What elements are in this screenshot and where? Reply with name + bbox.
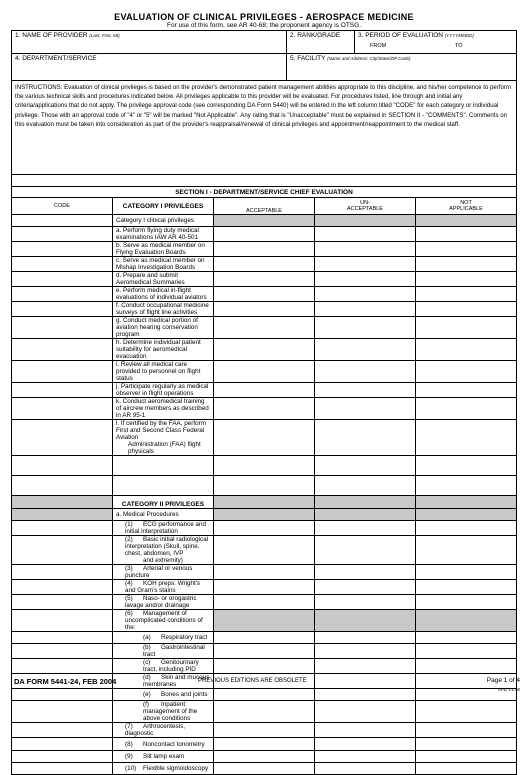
privilege-item: (a) Respiratory tract	[113, 631, 214, 643]
table-row	[12, 287, 517, 302]
table-row	[12, 302, 517, 317]
code-cell[interactable]	[12, 535, 113, 564]
code-cell[interactable]	[12, 420, 113, 456]
not-applicable-cell[interactable]	[416, 287, 517, 302]
acceptable-cell	[214, 508, 315, 520]
privilege-item: k. Conduct aeromedical training of aircrew members as described in AR 95-1	[113, 398, 214, 420]
code-cell[interactable]	[12, 609, 113, 631]
table-row	[12, 609, 517, 631]
not-applicable-header: NOT APPLICABLE	[416, 198, 517, 215]
table-row	[12, 564, 517, 579]
code-cell[interactable]	[12, 520, 113, 535]
not-applicable-cell[interactable]	[416, 535, 517, 564]
not-applicable-cell[interactable]	[416, 750, 517, 762]
acceptable-cell[interactable]	[214, 272, 315, 287]
unacceptable-cell[interactable]	[315, 398, 416, 420]
unacceptable-cell[interactable]	[315, 763, 416, 775]
form-subtitle: For use of this form, see AR 40-68; the proponent agency is OTSG.	[166, 22, 361, 29]
period-label: 3. PERIOD OF EVALUATION	[358, 32, 443, 39]
unacceptable-cell[interactable]	[315, 242, 416, 257]
privilege-item: e. Perform medical in-flight evaluations of individual aviators	[113, 287, 214, 302]
department-field[interactable]	[12, 54, 287, 80]
code-cell[interactable]	[12, 564, 113, 579]
privilege-item: (10) Flexible sigmoidoscopy	[113, 763, 214, 775]
unacceptable-cell	[315, 609, 416, 631]
unacceptable-cell[interactable]	[315, 361, 416, 383]
code-cell[interactable]	[12, 257, 113, 272]
acceptable-cell[interactable]	[214, 579, 315, 594]
not-applicable-cell[interactable]	[416, 242, 517, 257]
table-row	[12, 535, 517, 564]
privilege-item: (5) Naso- or orogastric lavage and/or drainage	[113, 594, 214, 609]
code-cell[interactable]	[12, 738, 113, 750]
code-cell[interactable]	[12, 317, 113, 339]
not-applicable-cell[interactable]	[416, 763, 517, 775]
not-applicable-cell[interactable]	[416, 659, 517, 674]
acceptable-cell[interactable]	[214, 339, 315, 361]
privilege-item: (8) Noncontact tonometry	[113, 738, 214, 750]
not-applicable-cell[interactable]	[416, 383, 517, 398]
unacceptable-cell[interactable]	[315, 317, 416, 339]
privilege-item: b. Serve as medical member on Flying Evaluation Boards	[113, 242, 214, 257]
spacer	[11, 174, 517, 186]
period-hint: (YYYYMMDD)	[444, 33, 474, 38]
table-row	[12, 579, 517, 594]
facility-field[interactable]	[287, 54, 516, 80]
code-cell[interactable]	[12, 456, 113, 476]
not-applicable-cell	[416, 496, 517, 508]
acceptable-cell[interactable]	[214, 227, 315, 242]
code-cell[interactable]	[12, 361, 113, 383]
table-row	[12, 659, 517, 674]
privilege-item: g. Conduct medical portion of aviation hearing conservation program	[113, 317, 214, 339]
acceptable-cell[interactable]	[214, 594, 315, 609]
privilege-item: (9) Slit lamp exam	[113, 750, 214, 762]
privilege-item: h. Determine individual patient suitability for aeromedical evacuation	[113, 339, 214, 361]
unacceptable-cell[interactable]	[315, 535, 416, 564]
name-field[interactable]	[12, 31, 287, 53]
privilege-item: (b) Gastrointestinal tract	[113, 644, 214, 659]
acceptable-cell[interactable]	[214, 361, 315, 383]
privileges-table	[11, 186, 517, 775]
table-row	[12, 242, 517, 257]
not-applicable-cell[interactable]	[416, 520, 517, 535]
form-title: EVALUATION OF CLINICAL PRIVILEGES - AEROSPACE MEDICINE	[114, 12, 414, 22]
not-applicable-cell[interactable]	[416, 227, 517, 242]
acceptable-cell[interactable]	[214, 750, 315, 762]
code-header: CODE	[12, 198, 113, 215]
not-applicable-cell[interactable]	[416, 738, 517, 750]
to-label: TO	[455, 43, 463, 49]
acceptable-cell[interactable]	[214, 738, 315, 750]
privilege-item: a. Perform flying duty medical examinations IAW AR 40-501	[113, 227, 214, 242]
acceptable-cell[interactable]	[214, 456, 315, 476]
table-row	[12, 631, 517, 643]
privilege-item: (1) ECG performance and initial interpretation	[113, 520, 214, 535]
code-cell[interactable]	[12, 723, 113, 738]
code-cell[interactable]	[12, 701, 113, 723]
acceptable-cell[interactable]	[214, 420, 315, 456]
not-applicable-cell[interactable]	[416, 317, 517, 339]
acceptable-cell[interactable]	[214, 631, 315, 643]
row-department	[11, 53, 517, 80]
unacceptable-cell[interactable]	[315, 594, 416, 609]
unacceptable-cell	[315, 496, 416, 508]
not-applicable-cell[interactable]	[416, 701, 517, 723]
acceptable-cell[interactable]	[214, 242, 315, 257]
acceptable-cell[interactable]	[214, 723, 315, 738]
rank-label: 2. RANK/GRADE	[290, 32, 341, 39]
unacceptable-cell[interactable]	[315, 476, 416, 496]
not-applicable-cell[interactable]	[416, 361, 517, 383]
unacceptable-cell[interactable]	[315, 674, 416, 689]
department-label: 4. DEPARTMENT/SERVICE	[15, 55, 97, 62]
unacceptable-cell[interactable]	[315, 520, 416, 535]
privilege-item: (f) Inpatient management of the above conditions	[113, 701, 214, 723]
not-applicable-cell[interactable]	[416, 631, 517, 643]
table-row	[12, 398, 517, 420]
not-applicable-cell[interactable]	[416, 257, 517, 272]
privilege-item: c. Serve as medical member on Mishap Investigation Boards	[113, 257, 214, 272]
code-cell[interactable]	[12, 689, 113, 701]
acceptable-cell[interactable]	[214, 398, 315, 420]
acceptable-cell[interactable]	[214, 535, 315, 564]
not-applicable-cell[interactable]	[416, 272, 517, 287]
unacceptable-cell[interactable]	[315, 579, 416, 594]
unacceptable-cell[interactable]	[315, 659, 416, 674]
not-applicable-cell[interactable]	[416, 339, 517, 361]
unacceptable-cell[interactable]	[315, 723, 416, 738]
privilege-item: f. Conduct occupational medicine surveys of flight line activities	[113, 302, 214, 317]
unacceptable-cell	[315, 215, 416, 227]
table-row	[12, 738, 517, 750]
code-cell[interactable]	[12, 659, 113, 674]
not-applicable-cell[interactable]	[416, 420, 517, 456]
not-applicable-cell[interactable]	[416, 594, 517, 609]
code-cell	[12, 496, 113, 508]
form	[11, 12, 517, 775]
table-row	[12, 520, 517, 535]
not-applicable-cell[interactable]	[416, 723, 517, 738]
unacceptable-cell[interactable]	[315, 420, 416, 456]
code-cell[interactable]	[12, 398, 113, 420]
acceptable-cell[interactable]	[214, 644, 315, 659]
code-cell[interactable]	[12, 242, 113, 257]
acceptable-cell[interactable]	[214, 257, 315, 272]
table-row	[12, 701, 517, 723]
table-row	[12, 594, 517, 609]
code-cell[interactable]	[12, 594, 113, 609]
table-row	[12, 750, 517, 762]
acceptable-cell[interactable]	[214, 317, 315, 339]
acceptable-cell[interactable]	[214, 520, 315, 535]
table-row	[12, 723, 517, 738]
from-label: FROM	[370, 43, 387, 49]
acceptable-cell[interactable]	[214, 564, 315, 579]
medical-procedures-heading: a. Medical Procedures	[113, 508, 214, 520]
table-row	[12, 227, 517, 242]
form-number: DA FORM 5441-24, FEB 2004	[14, 677, 117, 686]
instructions: INSTRUCTIONS: Evaluation of clinical privileges is based on the provider's demonstrated patient management abilities appropriate to this discipline, and his/her competence to perform the various technical skills and procedures indicated below. All privileges applicable to this provider will be evaluated. For procedures listed, line through and initial any criteria/applications that do not apply. The privilege approval code (see corresponding DA Form 5440) will be entered in the left column titled "CODE" for each category or individual privilege. Those with an approval code of "4" or "5" will be marked "Not Applicable". Any rating that is "Unacceptable" must be explained in SECTION II - "COMMENTS". Comments on this evaluation must be taken into consideration as part of the provider's reappraisal/renewal of clinical privileges and appointment/reappointment to the medical staff.	[11, 80, 517, 174]
rank-field[interactable]	[287, 31, 355, 53]
code-cell[interactable]	[12, 287, 113, 302]
acceptable-cell[interactable]	[214, 659, 315, 674]
unacceptable-cell[interactable]	[315, 689, 416, 701]
code-cell[interactable]	[12, 339, 113, 361]
unacceptable-cell[interactable]	[315, 339, 416, 361]
acceptable-cell	[214, 215, 315, 227]
unacceptable-cell[interactable]	[315, 287, 416, 302]
code-cell[interactable]	[12, 750, 113, 762]
privilege-item: (c) Genitourinary tract, including PID	[113, 659, 214, 674]
table-row	[12, 272, 517, 287]
row-identity	[11, 30, 517, 53]
code-cell[interactable]	[12, 227, 113, 242]
privilege-item: (e) Bones and joints	[113, 689, 214, 701]
privilege-item: (d) Skin and mucous membranes	[113, 674, 214, 689]
code-cell[interactable]	[12, 215, 113, 227]
privilege-item: (6) Management of uncomplicated conditions of the:	[113, 609, 214, 631]
facility-label: 5. FACILITY	[290, 55, 326, 62]
table-row	[12, 317, 517, 339]
facility-hint: (Name and Address: City/State/ZIP Code)	[327, 56, 411, 61]
privilege-item: j. Participate regularly as medical observer in flight operations	[113, 383, 214, 398]
not-applicable-cell[interactable]	[416, 398, 517, 420]
not-applicable-cell	[416, 609, 517, 631]
code-cell[interactable]	[12, 579, 113, 594]
privilege-item-l: l. If certified by the FAA, perform First and Second Class Federal Aviation Administration (FAA) flight physicals	[113, 420, 214, 456]
unacceptable-cell[interactable]	[315, 456, 416, 476]
unacceptable-cell[interactable]	[315, 631, 416, 643]
privilege-item: i. Review all medical care provided to personnel on flight status	[113, 361, 214, 383]
table-row	[12, 644, 517, 659]
acceptable-header: ACCEPTABLE	[214, 198, 315, 215]
acceptable-cell[interactable]	[214, 689, 315, 701]
category-1-header: CATEGORY I PRIVILEGES	[113, 198, 214, 215]
not-applicable-cell[interactable]	[416, 476, 517, 496]
code-cell[interactable]	[12, 476, 113, 496]
table-row	[12, 763, 517, 775]
code-cell[interactable]	[12, 644, 113, 659]
table-row	[12, 257, 517, 272]
category-2-header: CATEGORY II PRIVILEGES	[113, 496, 214, 508]
not-applicable-cell	[416, 508, 517, 520]
unacceptable-cell[interactable]	[315, 257, 416, 272]
not-applicable-cell[interactable]	[416, 579, 517, 594]
name-hint: (Last, First, MI)	[89, 33, 120, 38]
code-cell[interactable]	[12, 302, 113, 317]
acceptable-cell[interactable]	[214, 476, 315, 496]
privilege-item: (4) KOH preps: Wright's and Gram's stains	[113, 579, 214, 594]
unacceptable-cell[interactable]	[315, 383, 416, 398]
acceptable-cell[interactable]	[214, 302, 315, 317]
previous-editions-note: PREVIOUS EDITIONS ARE OBSOLETE	[198, 678, 307, 684]
unacceptable-cell[interactable]	[315, 564, 416, 579]
acceptable-cell	[214, 496, 315, 508]
unacceptable-header: UN- ACCEPTABLE	[315, 198, 416, 215]
not-applicable-cell[interactable]	[416, 456, 517, 476]
code-cell	[12, 508, 113, 520]
table-row	[12, 339, 517, 361]
privilege-item: (2) Basic initial radiological interpretation (Skull, spine, chest, abdomen, IVP and extremity)	[113, 535, 214, 564]
blank-row[interactable]	[113, 476, 214, 496]
apd-version: APD V1.00	[497, 687, 520, 692]
page-number: Page 1 of 4	[486, 677, 520, 684]
acceptable-cell[interactable]	[214, 701, 315, 723]
table-row	[12, 361, 517, 383]
unacceptable-cell[interactable]	[315, 701, 416, 723]
privilege-item: (7) Arthrocentesis, diagnostic	[113, 723, 214, 738]
table-row	[12, 383, 517, 398]
not-applicable-cell[interactable]	[416, 302, 517, 317]
acceptable-cell	[214, 609, 315, 631]
not-applicable-cell[interactable]	[416, 644, 517, 659]
acceptable-cell[interactable]	[214, 763, 315, 775]
not-applicable-cell	[416, 215, 517, 227]
code-cell[interactable]	[12, 272, 113, 287]
not-applicable-cell[interactable]	[416, 564, 517, 579]
acceptable-cell[interactable]	[214, 287, 315, 302]
blank-row[interactable]	[113, 456, 214, 476]
unacceptable-cell[interactable]	[315, 750, 416, 762]
unacceptable-cell[interactable]	[315, 302, 416, 317]
category-1-intro: Category I clinical privileges	[113, 215, 214, 227]
privilege-item: d. Prepare and submit Aeromedical Summaries	[113, 272, 214, 287]
acceptable-cell[interactable]	[214, 383, 315, 398]
code-cell[interactable]	[12, 631, 113, 643]
unacceptable-cell[interactable]	[315, 272, 416, 287]
name-label: 1. NAME OF PROVIDER	[15, 32, 88, 39]
period-field[interactable]	[355, 31, 516, 53]
section-title: SECTION I - DEPARTMENT/SERVICE CHIEF EVALUATION	[12, 187, 517, 198]
unacceptable-cell[interactable]	[315, 644, 416, 659]
table-row	[12, 689, 517, 701]
privilege-item: (3) Arterial or venous puncture	[113, 564, 214, 579]
code-cell[interactable]	[12, 383, 113, 398]
unacceptable-cell[interactable]	[315, 738, 416, 750]
unacceptable-cell[interactable]	[315, 227, 416, 242]
unacceptable-cell	[315, 508, 416, 520]
code-cell[interactable]	[12, 763, 113, 775]
